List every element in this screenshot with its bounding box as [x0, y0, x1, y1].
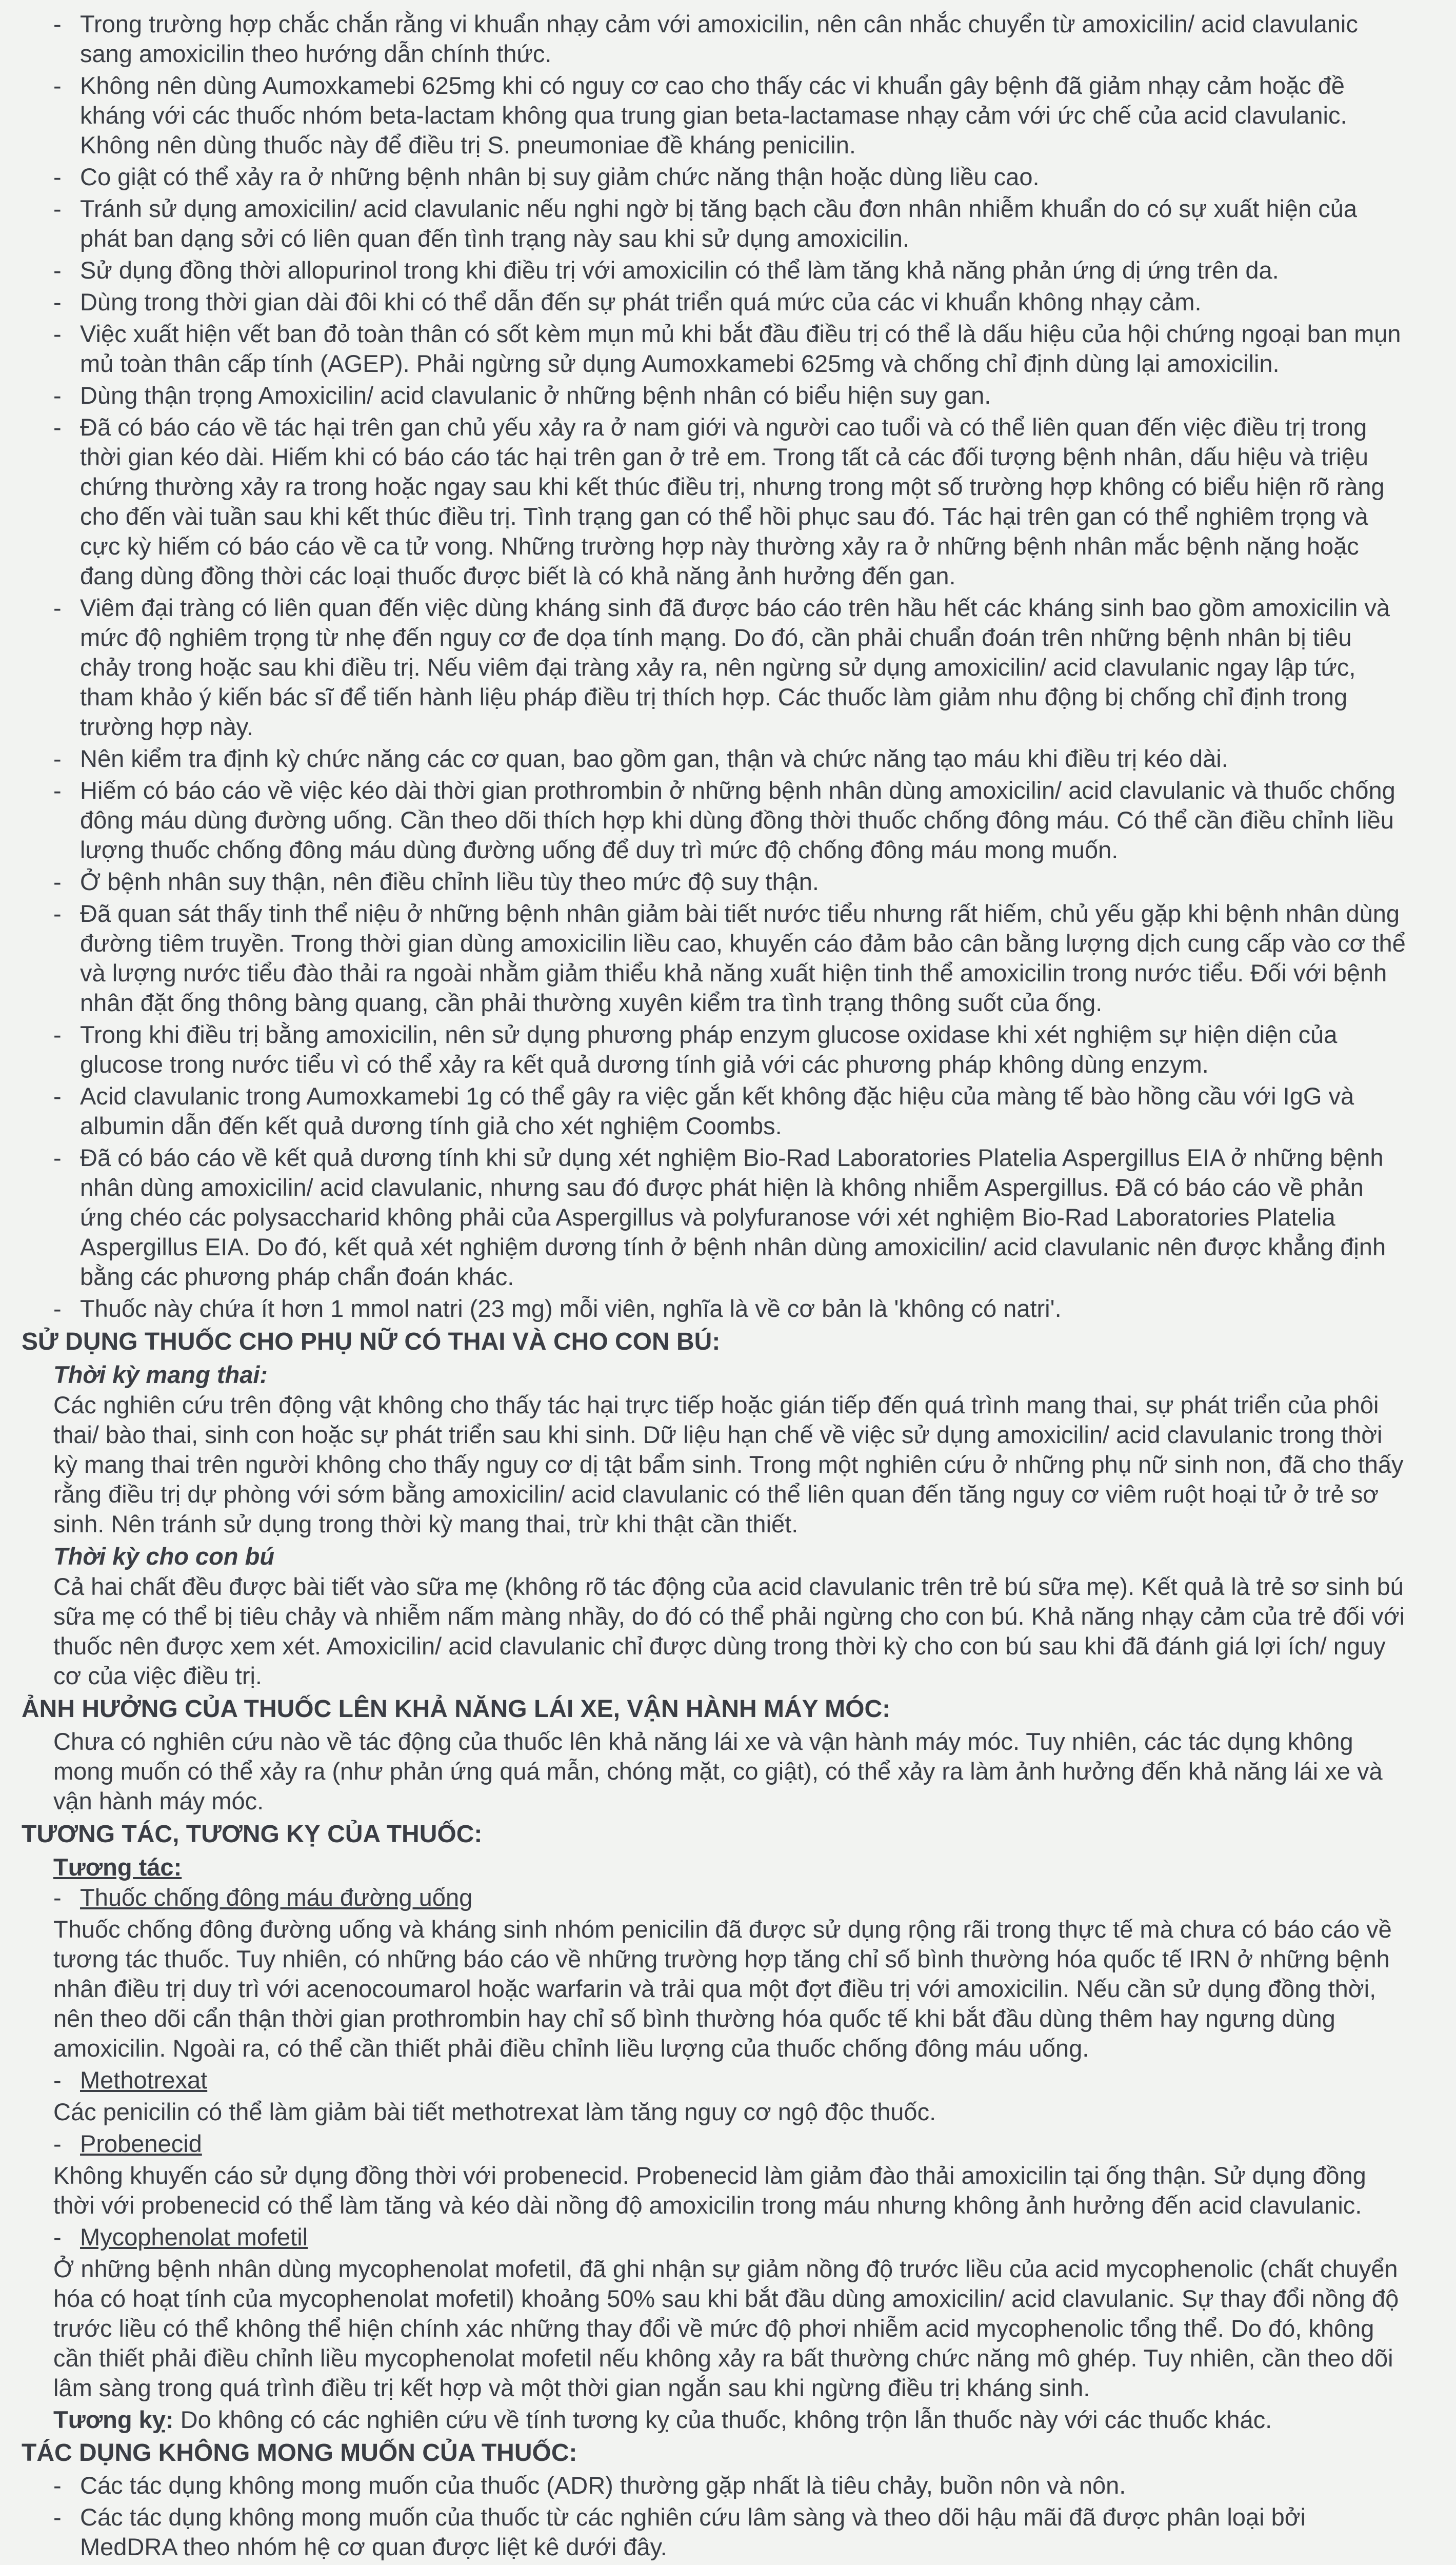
list-item-text: Viêm đại tràng có liên quan đến việc dùng kháng sinh đã được báo cáo trên hầu hết các kháng sinh bao gồm amoxicilin và mức độ nghiêm trọng từ nhẹ đến nguy cơ đe dọa tính mạng. Do đó, cần phải chuẩn đoán trên những bệnh nhân bị tiêu chảy trong hoặc sau khi điều trị. Nếu viêm đại tràng xảy ra, nên ngừng sử dụng amoxicilin/ acid clavulanic ngay lập tức, tham khảo ý kiến bác sĩ để tiến hành liệu pháp điều trị thích hợp. Các thuốc làm giảm nhu động bị chống chỉ định trong trường hợp này. — [80, 594, 1390, 740]
interaction-item — [53, 2129, 1406, 2159]
bullet-dash: - — [53, 1884, 62, 1911]
bullet-dash: - — [53, 1021, 62, 1048]
list-item — [53, 287, 1406, 317]
bullet-dash: - — [53, 163, 62, 190]
driving-paragraph: Chưa có nghiên cứu nào về tác động của thuốc lên khả năng lái xe và vận hành máy móc. Tuy nhiên, các tác dụng không mong muốn có thể xảy ra (như phản ứng quá mẫn, chóng mặt, co giật), có thể xảy ra làm ảnh hưởng đến khả năng lái xe và vận hành máy móc. — [53, 1728, 1383, 1814]
list-item-text: Dùng thận trọng Amoxicilin/ acid clavulanic ở những bệnh nhân có biểu hiện suy gan. — [80, 382, 991, 409]
list-item — [53, 194, 1406, 253]
interaction-title: Methotrexat — [80, 2066, 208, 2094]
list-item — [53, 744, 1406, 774]
list-item-text: Tránh sử dụng amoxicilin/ acid clavulanic nếu nghi ngờ bị tăng bạch cầu đơn nhân nhiễm khuẩn do có sự xuất hiện của phát ban dạng sởi có liên quan đến tình trạng này sau khi sử dụng amoxicilin. — [80, 195, 1358, 252]
list-item-text: Thuốc này chứa ít hơn 1 mmol natri (23 mg) mỗi viên, nghĩa là về cơ bản là 'không có natri'. — [80, 1295, 1062, 1322]
adverse-effects-heading: TÁC DỤNG KHÔNG MONG MUỐN CỦA THUỐC: — [22, 2439, 577, 2467]
bullet-dash: - — [53, 10, 62, 37]
bullet-dash: - — [53, 320, 62, 347]
list-item — [53, 1020, 1406, 1079]
list-item — [53, 899, 1406, 1018]
incompatibility-paragraph — [53, 2405, 1406, 2435]
interaction-text: Ở những bệnh nhân dùng mycophenolat mofetil, đã ghi nhận sự giảm nồng độ trước liều của acid mycophenolic (chất chuyển hóa có hoạt tính của mycophenolat mofetil) khoảng 50% sau khi bắt đầu dùng amoxicilin/ acid clavulanic. Sự thay đổi nồng độ trước liều có thể không thể hiện chính xác những thay đổi về mức độ phơi nhiễm acid mycophenolic tổng thể. Do đó, không cần thiết phải điều chỉnh liều mycophenolat mofetil nếu không xảy ra bất thường chức năng mô ghép. Tuy nhiên, cần theo dõi lâm sàng trong quá trình điều trị kết hợp và một thời gian ngắn sau khi ngừng điều trị kháng sinh. — [53, 2255, 1399, 2401]
incompatibility-label: Tương kỵ: — [53, 2406, 174, 2433]
list-item-text: Sử dụng đồng thời allopurinol trong khi điều trị với amoxicilin có thể làm tăng khả năng phản ứng dị ứng trên da. — [80, 256, 1279, 284]
list-item — [53, 2502, 1406, 2562]
list-item-text: Trong khi điều trị bằng amoxicilin, nên sử dụng phương pháp enzym glucose oxidase khi xét nghiệm sự hiện diện của glucose trong nước tiểu vì có thể xảy ra kết quả dương tính giả với các phương pháp không dùng enzym. — [80, 1021, 1338, 1078]
list-item — [53, 1143, 1406, 1292]
bullet-dash: - — [53, 1144, 62, 1171]
list-item — [53, 412, 1406, 591]
adverse-effects-list — [0, 2471, 1456, 2565]
bullet-dash: - — [53, 2130, 62, 2157]
bullet-dash: - — [53, 868, 62, 895]
list-item — [53, 71, 1406, 160]
list-item — [53, 776, 1406, 865]
list-item-text: Trong trường hợp chắc chắn rằng vi khuẩn nhạy cảm với amoxicilin, nên cân nhắc chuyển từ amoxicilin/ acid clavulanic sang amoxicilin theo hướng dẫn chính thức. — [80, 10, 1358, 67]
interaction-title: Mycophenolat mofetil — [80, 2223, 308, 2251]
list-item — [53, 1081, 1406, 1141]
interactions-list — [0, 1883, 1456, 2403]
list-item — [53, 867, 1406, 897]
interaction-title: Probenecid — [80, 2130, 202, 2157]
list-item-text: Không nên dùng Aumoxkamebi 625mg khi có nguy cơ cao cho thấy các vi khuẩn gây bệnh đã giảm nhạy cảm hoặc đề kháng với các thuốc nhóm beta-lactam không qua trung gian beta-lactamase nhạy cảm với ức chế của acid clavulanic. Không nên dùng thuốc này để điều trị S. pneumoniae đề kháng penicilin. — [80, 72, 1347, 159]
interaction-text: Thuốc chống đông đường uống và kháng sinh nhóm penicilin đã được sử dụng rộng rãi trong thực tế mà chưa có báo cáo về tương tác thuốc. Tuy nhiên, có những báo cáo về những trường hợp tăng chỉ số bình thường hóa quốc tế IRN ở những bệnh nhân điều trị duy trì với acenocoumarol hoặc warfarin và trải qua một đợt điều trị với amoxicilin. Nếu cần sử dụng đồng thời, nên theo dõi cẩn thận thời gian prothrombin hay chỉ số bình thường hóa quốc tế khi bắt đầu dùng thêm hay ngưng dùng amoxicilin. Ngoài ra, có thể cần thiết phải điều chỉnh liều lượng của thuốc chống đông máu uống. — [53, 1916, 1392, 2062]
bullet-dash: - — [53, 1082, 62, 1110]
precautions-list — [0, 9, 1456, 1324]
bullet-dash: - — [53, 288, 62, 315]
bullet-dash: - — [53, 256, 62, 284]
interaction-item — [53, 2065, 1406, 2095]
driving-heading: ẢNH HƯỞNG CỦA THUỐC LÊN KHẢ NĂNG LÁI XE, VẬN HÀNH MÁY MÓC: — [22, 1695, 891, 1723]
list-item — [53, 1294, 1406, 1324]
list-item — [53, 319, 1406, 379]
bullet-dash: - — [53, 2223, 62, 2251]
bullet-dash: - — [53, 2066, 62, 2094]
list-item — [53, 162, 1406, 192]
list-item-text: Đã quan sát thấy tinh thể niệu ở những bệnh nhân giảm bài tiết nước tiểu nhưng rất hiếm, chủ yếu gặp khi bệnh nhân dùng đường tiêm truyền. Trong thời gian dùng amoxicilin liều cao, khuyến cáo đảm bảo cân bằng lượng dịch cung cấp vào cơ thể và lượng nước tiểu đào thải ra ngoài nhằm giảm thiểu khả năng xuất hiện tinh thể amoxicilin trong nước tiểu. Đối với bệnh nhân đặt ống thông bàng quang, cần phải thường xuyên kiểm tra tình trạng thông suốt của ống. — [80, 900, 1406, 1016]
bullet-dash: - — [53, 777, 62, 804]
list-item-text: Đã có báo cáo về tác hại trên gan chủ yếu xảy ra ở nam giới và người cao tuổi và có thể liên quan đến việc điều trị trong thời gian kéo dài. Hiếm khi có báo cáo tác hại trên gan ở trẻ em. Trong tất cả các đối tượng bệnh nhân, dấu hiệu và triệu chứng thường xảy ra trong hoặc ngay sau khi kết thúc điều trị, nhưng trong một số trường hợp không có biểu hiện rõ ràng cho đến vài tuần sau khi kết thúc điều trị. Tình trạng gan có thể hồi phục sau đó. Tác hại trên gan có thể nghiêm trọng và cực kỳ hiếm có báo cáo về ca tử vong. Những trường hợp này thường xảy ra ở những bệnh nhân mắc bệnh nặng hoặc đang dùng đồng thời các loại thuốc được biết là có khả năng ảnh hưởng đến gan. — [80, 413, 1385, 589]
bullet-dash: - — [53, 900, 62, 927]
bullet-dash: - — [53, 195, 62, 222]
lactation-subheading: Thời kỳ cho con bú — [53, 1543, 275, 1570]
interactions-heading: TƯƠNG TÁC, TƯƠNG KỴ CỦA THUỐC: — [22, 1821, 483, 1848]
bullet-dash: - — [53, 2472, 62, 2499]
bullet-dash: - — [53, 72, 62, 99]
list-item-text: Dùng trong thời gian dài đôi khi có thể dẫn đến sự phát triển quá mức của các vi khuẩn không nhạy cảm. — [80, 288, 1202, 315]
list-item-text: Việc xuất hiện vết ban đỏ toàn thân có sốt kèm mụn mủ khi bắt đầu điều trị có thể là dấu hiệu của hội chứng ngoại ban mụn mủ toàn thân cấp tính (AGEP). Phải ngừng sử dụng Aumoxkamebi 625mg và chống chỉ định dùng lại amoxicilin. — [80, 320, 1401, 377]
list-item-text: Ở bệnh nhân suy thận, nên điều chỉnh liều tùy theo mức độ suy thận. — [80, 868, 819, 895]
interaction-text: Không khuyến cáo sử dụng đồng thời với probenecid. Probenecid làm giảm đào thải amoxicilin tại ống thận. Sử dụng đồng thời với probenecid có thể làm tăng và kéo dài nồng độ amoxicilin trong máu nhưng không ảnh hưởng đến acid clavulanic. — [53, 2162, 1366, 2219]
bullet-dash: - — [53, 382, 62, 409]
interaction-text: Các penicilin có thể làm giảm bài tiết methotrexat làm tăng nguy cơ ngộ độc thuốc. — [53, 2098, 936, 2125]
incompatibility-text: Do không có các nghiên cứu về tính tương kỵ của thuốc, không trộn lẫn thuốc này với các thuốc khác. — [173, 2406, 1272, 2433]
bullet-dash: - — [53, 745, 62, 772]
list-item-text: Co giật có thể xảy ra ở những bệnh nhân bị suy giảm chức năng thận hoặc dùng liều cao. — [80, 163, 1040, 190]
list-item — [53, 2471, 1406, 2500]
list-item — [53, 9, 1406, 69]
list-item-text: Acid clavulanic trong Aumoxkamebi 1g có thể gây ra việc gắn kết không đặc hiệu của màng tế bào hồng cầu với IgG và albumin dẫn đến kết quả dương tính giả cho xét nghiệm Coombs. — [80, 1082, 1354, 1139]
pregnancy-subheading: Thời kỳ mang thai: — [53, 1361, 268, 1388]
list-item — [53, 381, 1406, 410]
interaction-title: Thuốc chống đông máu đường uống — [80, 1884, 473, 1911]
list-item-text: Nên kiểm tra định kỳ chức năng các cơ quan, bao gồm gan, thận và chức năng tạo máu khi điều trị kéo dài. — [80, 745, 1228, 772]
list-item-text: Các tác dụng không mong muốn của thuốc từ các nghiên cứu lâm sàng và theo dõi hậu mãi đã được phân loại bởi MedDRA theo nhóm hệ cơ quan được liệt kê dưới đây. — [80, 2503, 1306, 2560]
interactions-subheading: Tương tác: — [53, 1853, 182, 1881]
list-item-text: Hiếm có báo cáo về việc kéo dài thời gian prothrombin ở những bệnh nhân dùng amoxicilin/ acid clavulanic và thuốc chống đông máu dùng đường uống. Cần theo dõi thích hợp khi dùng đồng thời thuốc chống đông máu. Có thể cần điều chỉnh liều lượng thuốc chống đông máu dùng đường uống để duy trì mức độ chống đông máu mong muốn. — [80, 777, 1395, 863]
bullet-dash: - — [53, 594, 62, 621]
list-item — [53, 255, 1406, 285]
list-item — [53, 593, 1406, 742]
lactation-paragraph: Cả hai chất đều được bài tiết vào sữa mẹ (không rõ tác động của acid clavulanic trên trẻ bú sữa mẹ). Kết quả là trẻ sơ sinh bú sữa mẹ có thể bị tiêu chảy và nhiễm nấm màng nhầy, do đó có thể phải ngừng cho con bú. Khả năng nhạy cảm của trẻ đối với thuốc nên được xem xét. Amoxicilin/ acid clavulanic chỉ được dùng trong thời kỳ cho con bú sau khi đã đánh giá lợi ích/ nguy cơ của việc điều trị. — [53, 1573, 1405, 1689]
pregnancy-heading: SỬ DỤNG THUỐC CHO PHỤ NỮ CÓ THAI VÀ CHO CON BÚ: — [22, 1328, 721, 1355]
interaction-item — [53, 1883, 1406, 1912]
bullet-dash: - — [53, 413, 62, 441]
pregnancy-paragraph: Các nghiên cứu trên động vật không cho thấy tác hại trực tiếp hoặc gián tiếp đến quá trình mang thai, sự phát triển của phôi thai/ bào thai, sinh con hoặc sự phát triển sau khi sinh. Dữ liệu hạn chế về việc sử dụng amoxicilin/ acid clavulanic trong thời kỳ mang thai trên người không cho thấy nguy cơ dị tật bẩm sinh. Trong một nghiên cứu ở những phụ nữ sinh non, đã cho thấy rằng điều trị dự phòng với sớm bằng amoxicilin/ acid clavulanic có thể liên quan đến tăng nguy cơ viêm ruột hoại tử ở trẻ sơ sinh. Nên tránh sử dụng trong thời kỳ mang thai, trừ khi thật cần thiết. — [53, 1391, 1404, 1537]
bullet-dash: - — [53, 2503, 62, 2531]
interaction-item — [53, 2222, 1406, 2252]
list-item-text: Đã có báo cáo về kết quả dương tính khi sử dụng xét nghiệm Bio-Rad Laboratories Platelia Aspergillus EIA ở những bệnh nhân dùng amoxicilin/ acid clavulanic, nhưng sau đó được phát hiện là không nhiễm Aspergillus. Đã có báo cáo về phản ứng chéo các polysaccharid không phải của Aspergillus và polyfuranose với xét nghiệm Bio-Rad Laboratories Platelia Aspergillus EIA. Do đó, kết quả xét nghiệm dương tính ở bệnh nhân dùng amoxicilin/ acid clavulanic nên được khẳng định bằng các phương pháp chẩn đoán khác. — [80, 1144, 1386, 1290]
bullet-dash: - — [53, 1295, 62, 1322]
list-item-text: Các tác dụng không mong muốn của thuốc (ADR) thường gặp nhất là tiêu chảy, buồn nôn và nôn. — [80, 2472, 1126, 2499]
